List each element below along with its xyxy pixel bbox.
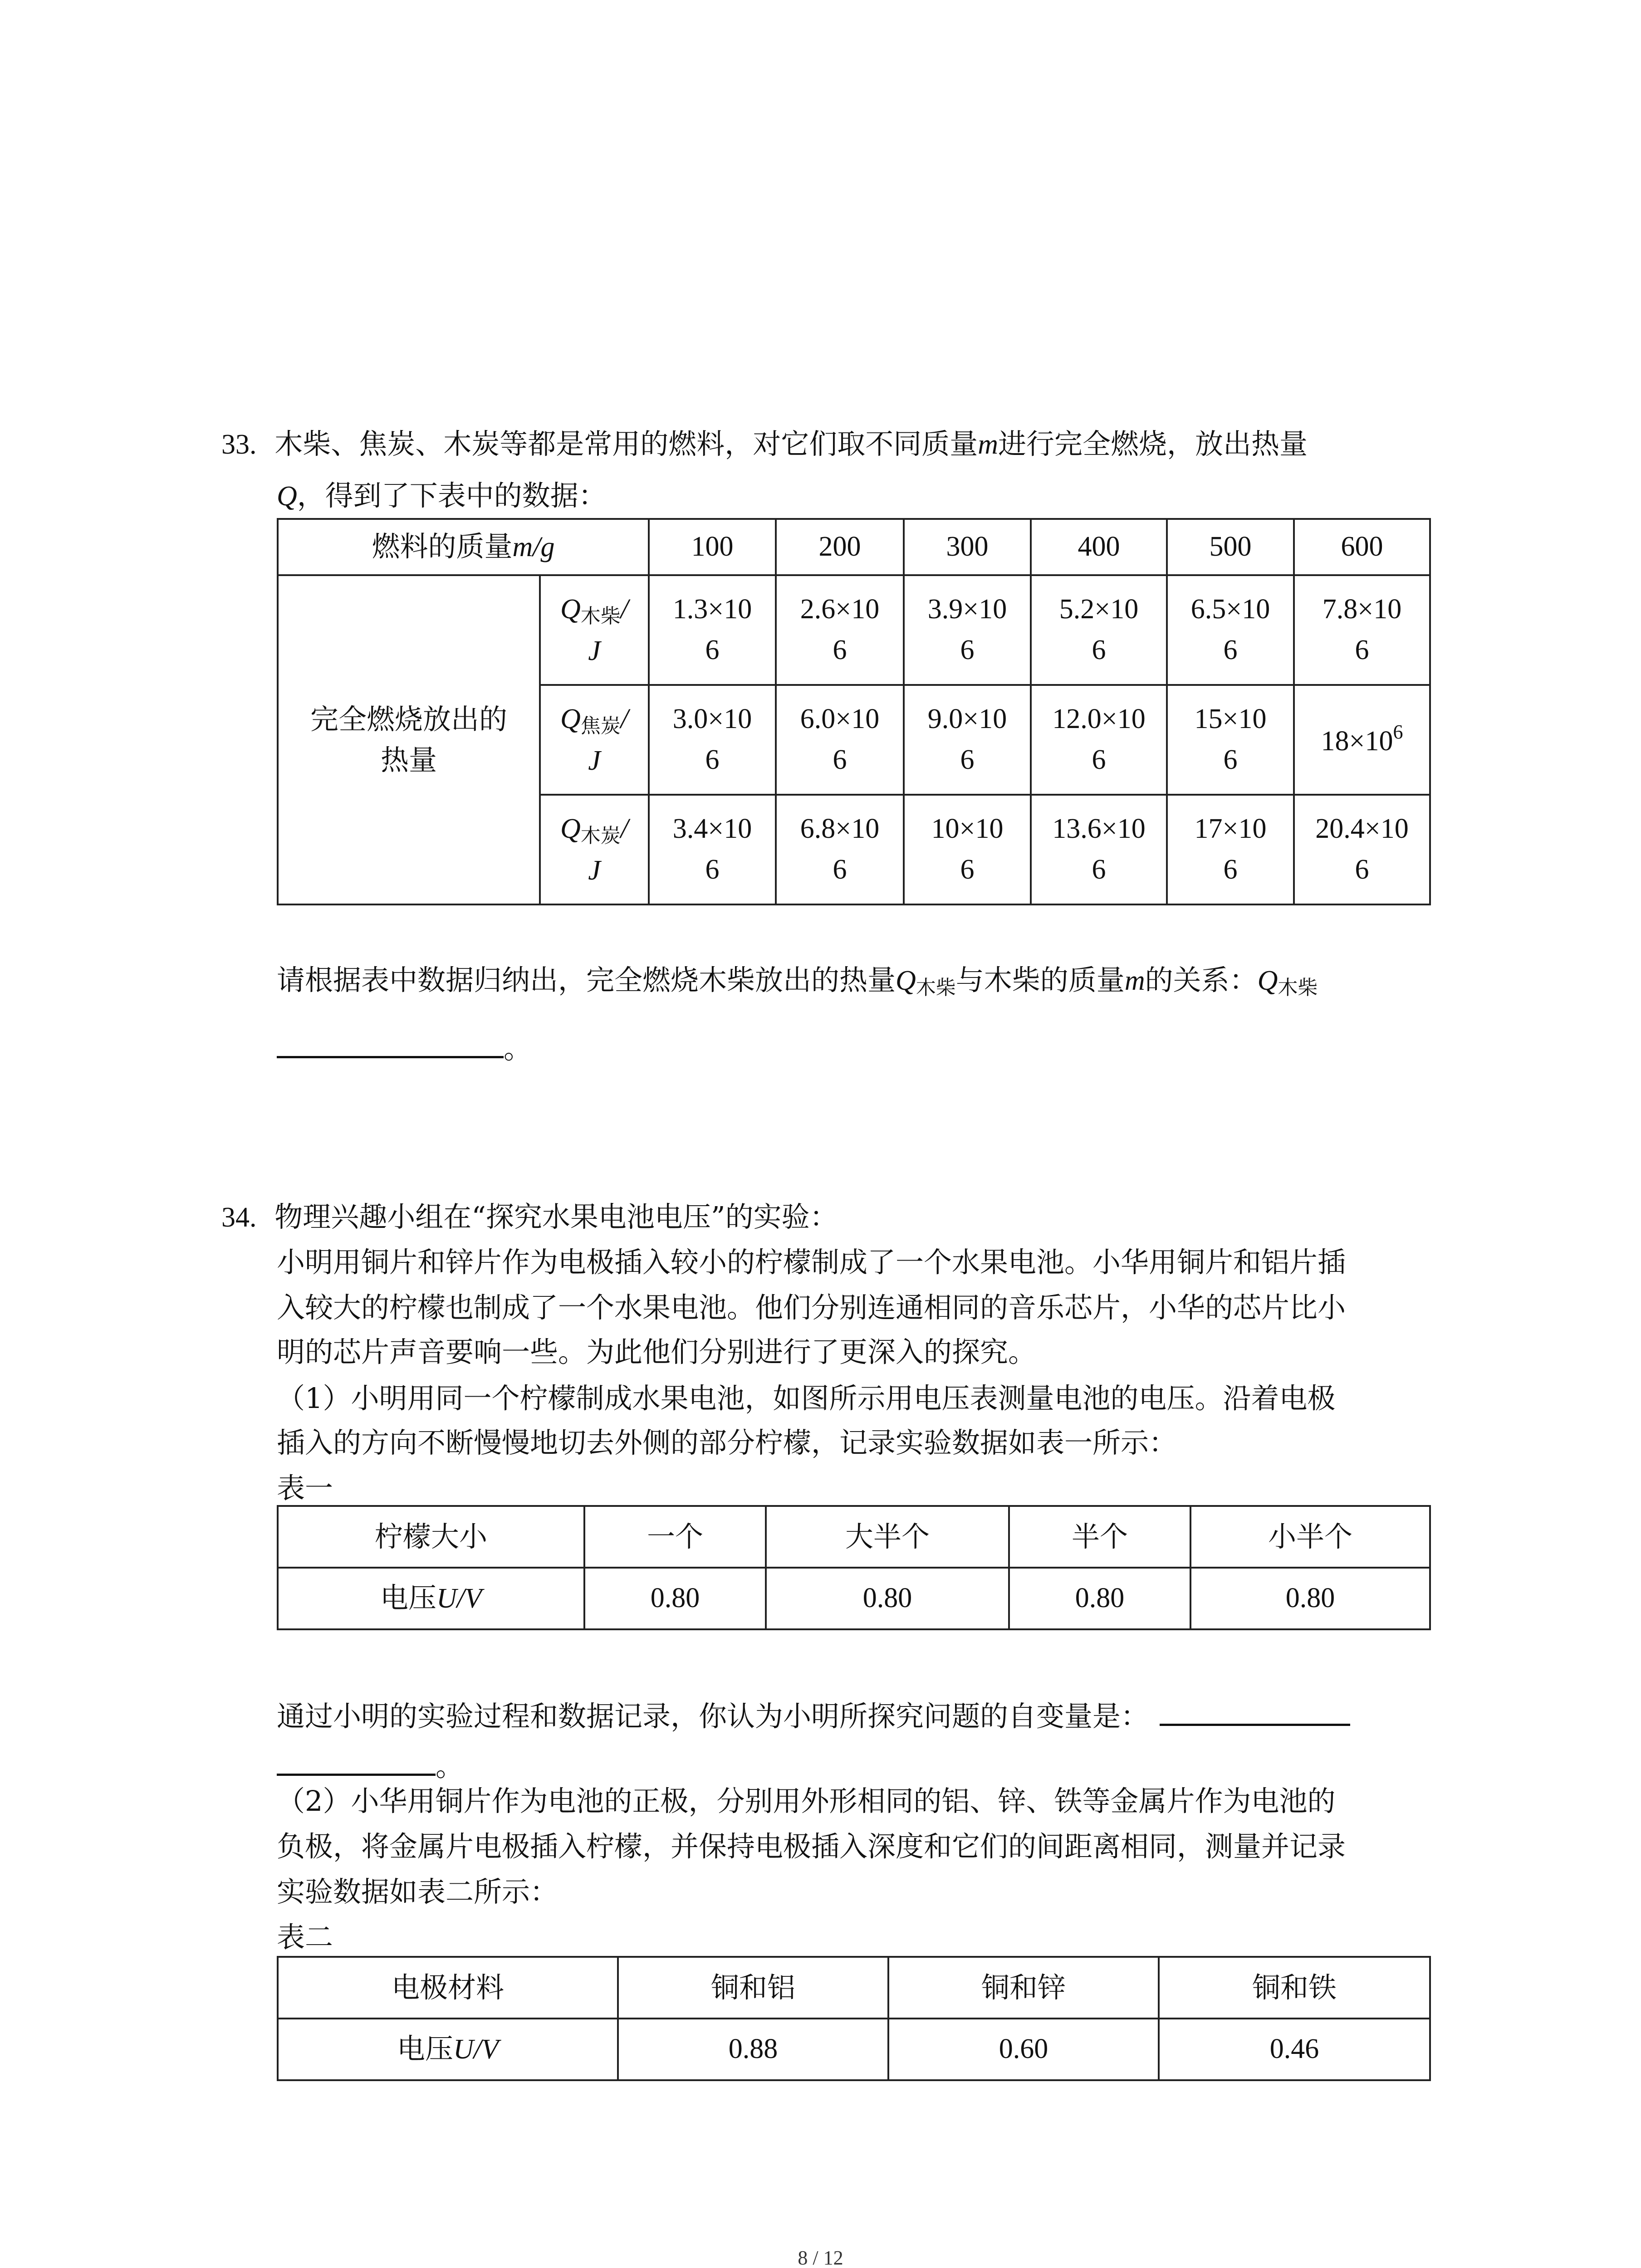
q33-question: 请根据表中数据归纳出，完全燃烧木柴放出的热量$Q_{木柴}$与木柴的质量m的关系：$Q_{木柴}$: [277, 963, 1318, 999]
mass-header: 100: [649, 519, 776, 575]
table1-row-label: 电压U/V: [278, 1568, 584, 1629]
voltage-cell: 0.80: [766, 1568, 1009, 1629]
row-label-mucai: $Q_{木柴}/$ J: [540, 575, 649, 685]
q33-answer-line: 。: [277, 1029, 532, 1063]
table1-h0: 柠檬大小: [278, 1506, 584, 1568]
q33-line1: 33. 木柴、焦炭、木炭等都是常用的燃料，对它们取不同质量m进行完全燃烧，放出热量: [221, 427, 1308, 460]
table-header-mass: 燃料的质量m/g: [278, 519, 649, 575]
q34-number: 34.: [221, 1202, 257, 1233]
table2-row-label: 电压U/V: [278, 2019, 618, 2080]
mass-header: 500: [1167, 519, 1294, 575]
lemon-size-table: [277, 1505, 1431, 1630]
heat-cell: 3.4×10 6: [649, 795, 776, 904]
q34-s1-l1: （1）小明用同一个柠檬制成水果电池，如图所示用电压表测量电池的电压。沿着电极: [277, 1382, 1336, 1415]
table1-header: 一个: [584, 1506, 766, 1568]
mass-header: 600: [1294, 519, 1430, 575]
heat-cell: 13.6×10 6: [1031, 795, 1167, 904]
q34-s2-l1: （2）小华用铜片作为电池的正极，分别用外形相同的铝、锌、铁等金属片作为电池的: [277, 1784, 1336, 1818]
voltage-cell: 0.80: [584, 1568, 766, 1629]
heat-cell: 9.0×10 6: [904, 685, 1031, 795]
q34-s2-l3: 实验数据如表二所示：: [277, 1875, 558, 1908]
voltage-cell: 0.46: [1159, 2019, 1430, 2080]
heat-cell: 6.8×10 6: [776, 795, 904, 904]
voltage-cell: 0.80: [1190, 1568, 1430, 1629]
mass-header: 300: [904, 519, 1031, 575]
heat-cell: 20.4×10 6: [1294, 795, 1430, 904]
group-label: 完全燃烧放出的 热量: [278, 575, 540, 904]
page-number: 8 / 12: [798, 2247, 843, 2268]
mass-header: 400: [1031, 519, 1167, 575]
heat-cell: 17×10 6: [1167, 795, 1294, 904]
table1-header: 小半个: [1190, 1506, 1430, 1568]
electrode-table: [277, 1956, 1431, 2081]
table2-header: 铜和铁: [1159, 1957, 1430, 2019]
table1-title: 表一: [277, 1471, 333, 1505]
row-label-mutan: $Q_{木炭}/$ J: [540, 795, 649, 904]
heat-cell: 10×10 6: [904, 795, 1031, 904]
q34-p3: 明的芯片声音要响一些。为此他们分别进行了更深入的探究。: [277, 1335, 1037, 1369]
answer-blank[interactable]: [1160, 1696, 1350, 1726]
mass-header: 200: [776, 519, 904, 575]
answer-blank[interactable]: [277, 1746, 436, 1776]
q33-number: 33.: [221, 429, 257, 460]
voltage-cell: 0.80: [1009, 1568, 1190, 1629]
q34-p2: 入较大的柠檬也制成了一个水果电池。他们分别连通相同的音乐芯片，小华的芯片比小: [277, 1291, 1346, 1324]
fuel-heat-table: [277, 518, 1431, 905]
table1-header: 大半个: [766, 1506, 1009, 1568]
heat-cell: 1.3×10 6: [649, 575, 776, 685]
table2-title: 表二: [277, 1921, 333, 1954]
heat-cell: 15×10 6: [1167, 685, 1294, 795]
heat-cell: 5.2×10 6: [1031, 575, 1167, 685]
q34-s2-l2: 负极，将金属片电极插入柠檬，并保持电极插入深度和它们的间距离相同，测量并记录: [277, 1830, 1346, 1863]
heat-cell: 12.0×10 6: [1031, 685, 1167, 795]
voltage-cell: 0.60: [888, 2019, 1159, 2080]
heat-cell: 3.0×10 6: [649, 685, 776, 795]
q34-s1-l2: 插入的方向不断慢慢地切去外侧的部分柠檬，记录实验数据如表一所示：: [277, 1426, 1177, 1459]
q34-s1-answer-line: 。: [277, 1746, 464, 1780]
heat-cell: 3.9×10 6: [904, 575, 1031, 685]
q34-p1: 小明用铜片和锌片作为电极插入较小的柠檬制成了一个水果电池。小华用铜片和铝片插: [277, 1246, 1346, 1279]
table1-header: 半个: [1009, 1506, 1190, 1568]
row-label-jiaotan: $Q_{焦炭}/$ J: [540, 685, 649, 795]
heat-cell: 7.8×10 6: [1294, 575, 1430, 685]
q33-line2: Q，得到了下表中的数据：: [277, 479, 607, 512]
voltage-cell: 0.88: [618, 2019, 888, 2080]
q34-s1-question: 通过小明的实验过程和数据记录，你认为小明所探究问题的自变量是：: [277, 1696, 1350, 1730]
answer-blank[interactable]: [277, 1029, 504, 1058]
table2-header: 铜和锌: [888, 1957, 1159, 2019]
heat-cell: 6.0×10 6: [776, 685, 904, 795]
table2-h0: 电极材料: [278, 1957, 618, 2019]
heat-cell: 2.6×10 6: [776, 575, 904, 685]
table2-header: 铜和铝: [618, 1957, 888, 2019]
heat-cell: $18\times 10^6$: [1294, 685, 1430, 795]
heat-cell: 6.5×10 6: [1167, 575, 1294, 685]
q34-line-intro: 34. 物理兴趣小组在“探究水果电池电压”的实验：: [221, 1200, 838, 1233]
